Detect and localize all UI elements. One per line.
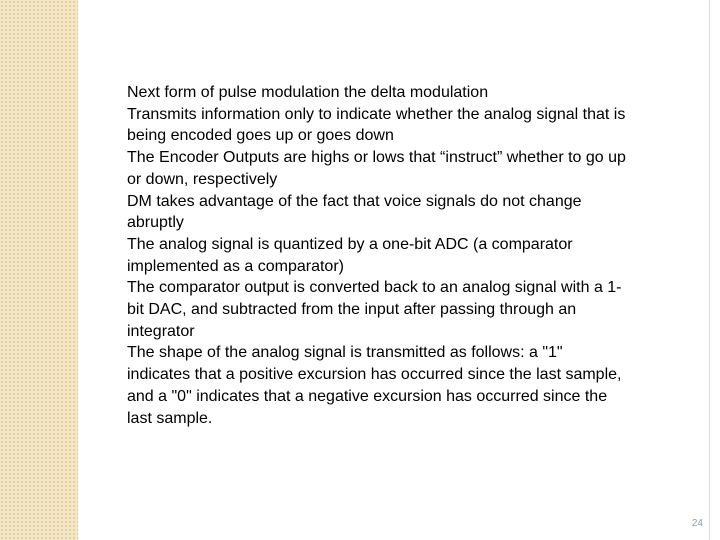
slide-page-number: 24 — [691, 518, 703, 529]
slide-body-text: Next form of pulse modulation the delta modulation Transmits information only to indicate whether the analog signal that is being encoded goes up or goes down The Encoder Outputs are highs or lows that “instruct” whether to go up or down, respectively DM takes advantage of the fact that voice signals do not change abruptly The analog signal is quantized by a one-bit ADC (a comparator implemented as a comparator) The comparator output is converted back to an analog signal with a 1-bit DAC, and subtracted from the input after passing through an integrator The shape of the analog signal is transmitted as follows: a "1" indicates that a positive excursion has occurred since the last sample, and a "0" indicates that a negative excursion has occurred since the last sample. — [127, 84, 626, 427]
decorative-side-strip — [0, 0, 78, 540]
